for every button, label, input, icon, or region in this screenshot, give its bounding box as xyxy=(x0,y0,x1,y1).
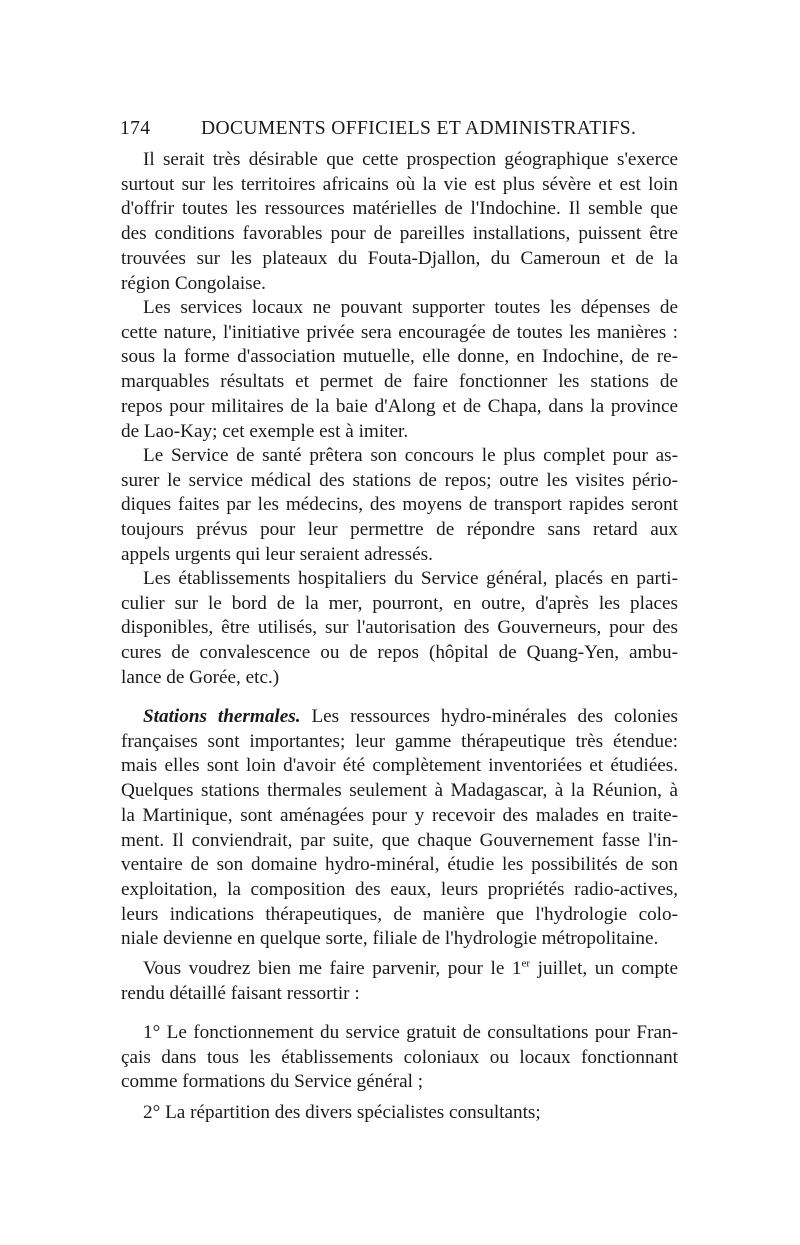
running-title: DOCUMENTS OFFICIELS ET ADMINISTRATIFS. xyxy=(201,118,637,139)
text-line: 1° Le fonctionnement du service gratuit de consultations pour Fran- xyxy=(143,1022,678,1043)
text-span: juillet, un compte xyxy=(530,958,678,979)
text-line: exploitation, la composition des eaux, leurs propriétés radio-actives, xyxy=(121,878,678,900)
text-line: Les services locaux ne pouvant supporter toutes les dépenses de xyxy=(143,297,678,318)
text-line: mais elles sont loin d'avoir été complètement inventoriées et étudiées. xyxy=(121,755,678,777)
text-line: françaises sont importantes; leur gamme thérapeutique très étendue: xyxy=(121,730,678,752)
list-item-2 xyxy=(121,1101,678,1126)
text-line: cette nature, l'initiative privée sera encouragée de toutes les manières : xyxy=(121,321,678,343)
text-line: des conditions favorables pour de pareilles installations, puissent être xyxy=(121,223,678,245)
paragraph-3 xyxy=(121,444,678,568)
text-line: leurs indications thérapeutiques, de manière que l'hydrologie colo- xyxy=(121,903,678,925)
text-line xyxy=(121,705,678,730)
text-line: surtout sur les territoires africains où la vie est plus sévère et est loin xyxy=(121,173,678,195)
text-line: marquables résultats et permet de faire fonctionner les stations de xyxy=(121,371,678,393)
text-line: lance de Gorée, etc.) xyxy=(121,666,280,688)
text-line: d'offrir toutes les ressources matérielles de l'Indochine. Il semble que xyxy=(121,198,678,220)
paragraph-2 xyxy=(121,296,678,444)
text-line: Le Service de santé prêtera son concours le plus complet pour as- xyxy=(143,445,678,466)
text-line: çais dans tous les établissements coloniaux ou locaux fonctionnant xyxy=(121,1046,678,1068)
text-span: Les ressources hydro-minérales des colonies xyxy=(300,706,678,727)
text-line: région Congolaise. xyxy=(121,272,266,294)
text-line: appels urgents qui leur seraient adressés. xyxy=(121,543,433,565)
text-line: toujours prévus pour leur permettre de répondre sans retard aux xyxy=(121,519,678,541)
text-line: ventaire de son domaine hydro-minéral, étudie les possibilités de son xyxy=(121,854,678,876)
text-line: trouvées sur les plateaux du Fouta-Djallon, du Cameroun et de la xyxy=(121,247,678,269)
text-line: rendu détaillé faisant ressortir : xyxy=(121,982,360,1004)
text-line xyxy=(121,957,678,982)
text-line: Il serait très désirable que cette prospection géographique s'exerce xyxy=(143,149,678,170)
list-item-1 xyxy=(121,1021,678,1095)
text-line: Quelques stations thermales seulement à Madagascar, à la Réunion, à xyxy=(121,780,678,802)
text-line: disponibles, être utilisés, sur l'autorisation des Gouverneurs, pour des xyxy=(121,617,678,639)
text-line: repos pour militaires de la baie d'Along et de Chapa, dans la province xyxy=(121,395,678,417)
page-number: 174 xyxy=(120,118,151,139)
paragraph-4 xyxy=(121,567,678,691)
text-line: diques faites par les médecins, des moyens de transport rapides seront xyxy=(121,494,678,516)
text-line: 2° La répartition des divers spécialistes consultants; xyxy=(143,1102,541,1123)
text-line: culier sur le bord de la mer, pourront, en outre, d'après les places xyxy=(121,592,678,614)
text-span: Vous voudrez bien me faire parvenir, pour le 1 xyxy=(143,958,522,979)
superscript: er xyxy=(521,957,531,970)
paragraph-stations-thermales xyxy=(121,705,678,952)
text-line: de Lao-Kay; cet exemple est à imiter. xyxy=(121,420,409,442)
text-line: comme formations du Service général ; xyxy=(121,1071,424,1093)
text-line: cures de convalescence ou de repos (hôpital de Quang-Yen, ambu- xyxy=(121,642,678,664)
paragraph-1 xyxy=(121,148,678,296)
text-line: surer le service médical des stations de repos; outre les visites pério- xyxy=(121,469,678,491)
text-line: Les établissements hospitaliers du Service général, placés en parti- xyxy=(143,568,678,589)
text-line: niale devienne en quelque sorte, filiale de l'hydrologie métropolitaine. xyxy=(121,928,659,950)
text-line: ment. Il conviendrait, par suite, que chaque Gouvernement fasse l'in- xyxy=(121,829,678,851)
text-line: la Martinique, sont aménagées pour y recevoir des malades en traite- xyxy=(121,804,678,826)
section-lead-title: Stations thermales. xyxy=(143,706,301,727)
paragraph-request xyxy=(121,957,678,1006)
text-line: sous la forme d'association mutuelle, elle donne, en Indochine, de re- xyxy=(121,346,678,368)
